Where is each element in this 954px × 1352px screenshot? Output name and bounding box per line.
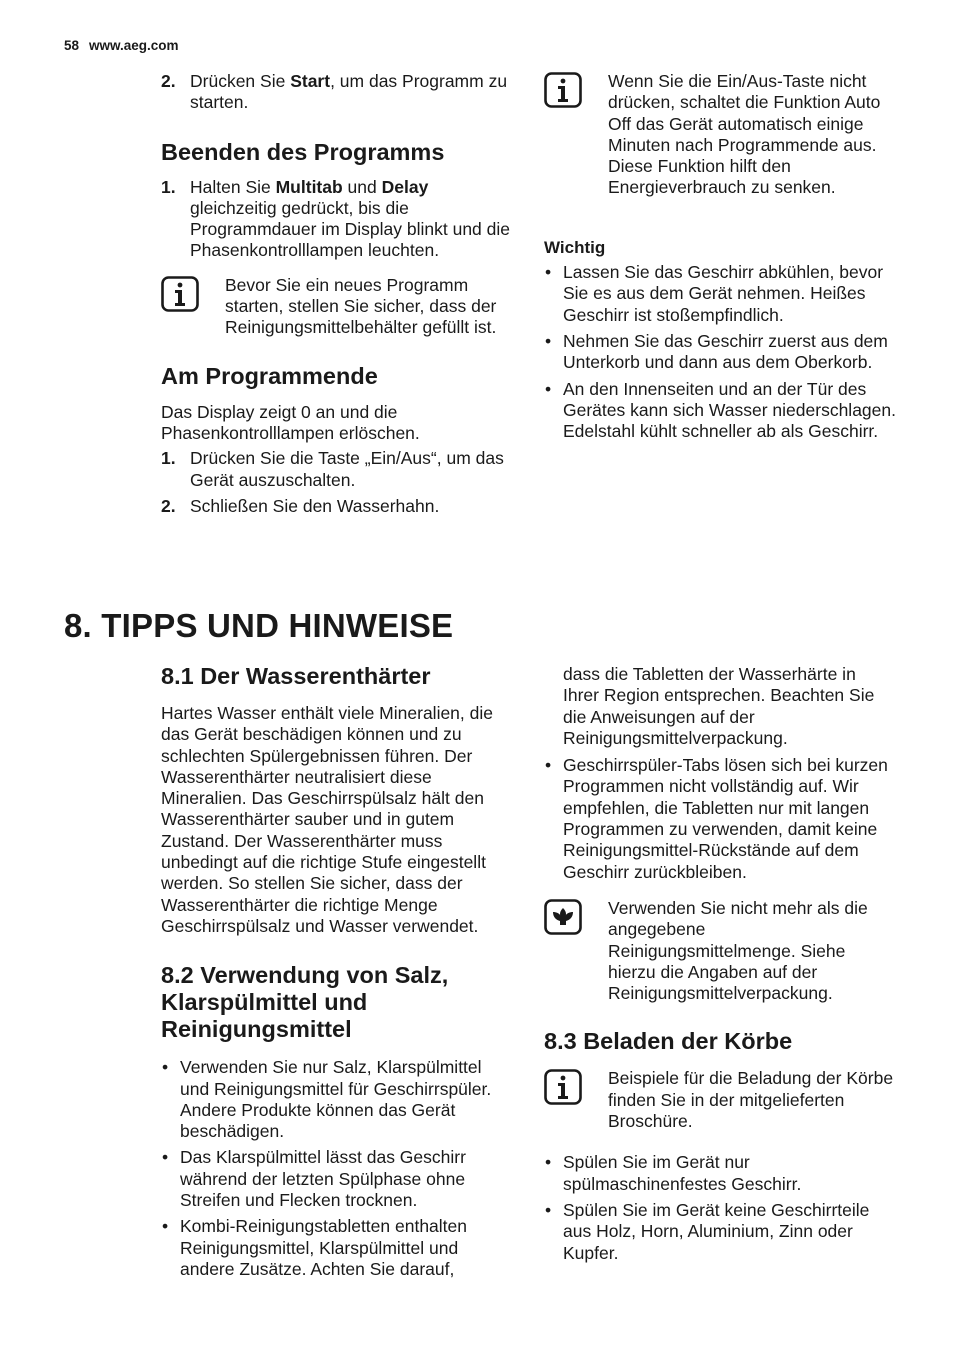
section-title: Beladen der Körbe	[583, 1028, 793, 1055]
koerbe-list	[544, 1152, 896, 1263]
section-number: 8.1	[161, 663, 194, 689]
step-number: 1.	[161, 448, 176, 469]
salz-list	[161, 1057, 513, 1280]
list-item-text: Spülen Sie im Gerät keine Geschirrteile aus Holz, Horn, Aluminium, Zinn oder Kupfer.	[563, 1199, 870, 1263]
list-item	[544, 1152, 896, 1195]
heading-8-3	[544, 1028, 896, 1055]
list-item-text: Das Klarspülmittel lässt das Geschirr während der letzten Spülphase ohne Streifen und Flecken trocknen.	[180, 1147, 466, 1211]
bullet: •	[545, 1152, 552, 1173]
info-note	[544, 71, 896, 199]
heading-8-2	[161, 962, 513, 1043]
section-number: 8.2	[161, 962, 194, 989]
left-bottom-column	[161, 663, 513, 1285]
page-url: www.aeg.com	[89, 38, 179, 53]
wichtig-list	[544, 262, 896, 442]
bullet: •	[545, 1199, 552, 1220]
list-item	[544, 262, 896, 326]
start-keyword: Start	[290, 71, 331, 91]
list-item	[544, 755, 896, 883]
info-note	[544, 1068, 896, 1132]
programmende-intro: Das Display zeigt 0 an und die Phasenkontrolllampen erlöschen.	[161, 401, 420, 443]
list-item-text: Lassen Sie das Geschirr abkühlen, bevor Sie es aus dem Gerät nehmen. Heißes Geschirr ist stoßempfindlich.	[563, 262, 884, 325]
info-icon	[544, 71, 582, 199]
bullet: •	[162, 1147, 169, 1168]
info-icon	[544, 1068, 582, 1132]
step-number: 2.	[161, 71, 176, 91]
heading-beenden: Beenden des Programms	[161, 138, 445, 165]
step-text: , um das Programm zu starten.	[190, 71, 508, 113]
chapter-title-text: TIPPS UND HINWEISE	[101, 607, 454, 644]
list-item	[161, 1057, 513, 1142]
programmende-step	[161, 448, 513, 491]
list-item	[544, 1200, 896, 1264]
wichtig-label: Wichtig	[544, 237, 606, 257]
heading-8-1	[161, 663, 513, 690]
note-text: Wenn Sie die Ein/Aus-Taste nicht drücken, schaltet die Funktion Auto Off das Gerät automatisch einige Minuten nach Programmende aus. Diese Funktion hilft den Energieverbrauch zu senken.	[608, 71, 881, 198]
list-item-text: Verwenden Sie nur Salz, Klarspülmittel und Reinigungsmittel für Geschirrspüler. Andere Produkte können das Gerät beschädigen.	[180, 1057, 492, 1142]
step-text: Drücken Sie	[190, 71, 291, 91]
right-top-column	[544, 71, 896, 447]
right-bottom-column	[544, 664, 896, 1269]
bullet: •	[545, 378, 552, 399]
step-text: Halten Sie	[190, 176, 276, 197]
environment-note	[544, 898, 896, 1004]
note-text: Verwenden Sie nicht mehr als die angegebene Reinigungsmittelmenge. Siehe hierzu die Angaben auf der Reinigungsmittelverpackung.	[608, 897, 868, 1004]
wasserenthaerter-body: Hartes Wasser enthält viele Mineralien, die das Gerät beschädigen können und zu schlechten Spülergebnissen führen. Der Wasserenthärter neutralisiert diese Mineralien. Das Geschirrspülsalz hält den Wasserenthärter sauber und in gutem Zustand. Der Wasserenthärter muss unbedingt auf die richtige Stufe eingestellt werden. So stellen Sie sicher, dass der Wasserenthärter die richtige Menge Geschirrspülsalz und Wasser verwendet.	[161, 703, 493, 936]
info-note	[161, 275, 513, 339]
note-text: Beispiele für die Beladung der Körbe finden Sie in der mitgelieferten Broschüre.	[608, 1068, 894, 1132]
bullet: •	[545, 330, 552, 351]
step-text: Drücken Sie die Taste „Ein/Aus“, um das Gerät auszuschalten.	[190, 448, 504, 490]
step-text: gleichzeitig gedrückt, bis die Programmdauer im Display blinkt und die Phasenkontrolllampen leuchten.	[190, 197, 510, 261]
chapter-title	[64, 607, 453, 645]
bullet: •	[162, 1057, 169, 1078]
section-title: Verwendung von Salz, Klarspülmittel und Reinigungsmittel	[161, 962, 449, 1043]
left-top-column	[161, 71, 513, 517]
list-item	[161, 1216, 513, 1280]
delay-keyword: Delay	[381, 176, 429, 197]
info-icon	[161, 275, 199, 339]
start-step	[161, 71, 513, 114]
list-item-text: An den Innenseiten und an der Tür des Gerätes kann sich Wasser niederschlagen. Edelstahl kühlt schneller ab als Geschirr.	[563, 378, 896, 442]
page-number: 58	[64, 38, 80, 53]
programmende-step	[161, 496, 513, 517]
beenden-step	[161, 177, 513, 262]
bullet: •	[162, 1216, 169, 1237]
step-text: und	[342, 176, 382, 197]
note-text: Bevor Sie ein neues Programm starten, stellen Sie sicher, dass der Reinigungsmittelbehälter gefüllt ist.	[225, 274, 497, 338]
list-item	[544, 331, 896, 374]
list-item-text: Spülen Sie im Gerät nur spülmaschinenfestes Geschirr.	[563, 1152, 802, 1194]
list-item	[161, 1147, 513, 1211]
step-text: Schließen Sie den Wasserhahn.	[190, 495, 440, 516]
section-number: 8.3	[544, 1028, 577, 1055]
environment-icon	[544, 898, 582, 1004]
bullet: •	[545, 262, 552, 283]
list-item-text: Kombi-Reinigungstabletten enthalten Reinigungsmittel, Klarspülmittel und andere Zusätze. Achten Sie darauf,	[180, 1216, 467, 1279]
list-item-text: Nehmen Sie das Geschirr zuerst aus dem Unterkorb und dann aus dem Oberkorb.	[563, 330, 888, 373]
page-header	[64, 38, 179, 54]
step-number: 2.	[161, 495, 176, 516]
heading-programmende: Am Programmende	[161, 362, 378, 389]
list-item-text: Geschirrspüler-Tabs lösen sich bei kurzen Programmen nicht vollständig auf. Wir empfehlen, die Tabletten nur mit langen Programmen zu verwenden, damit keine Reinigungsmittel-Rückstände auf dem Geschirr zurückbleiben.	[563, 755, 888, 882]
list-item	[544, 379, 896, 443]
bullet: •	[545, 755, 552, 776]
multitab-keyword: Multitab	[275, 176, 343, 197]
step-number: 1.	[161, 176, 176, 197]
section-title: Der Wasserenthärter	[200, 663, 431, 689]
list-continuation: dass die Tabletten der Wasserhärte in Ihrer Region entsprechen. Beachten Sie die Anweisungen auf der Reinigungsmittelverpackung.	[563, 664, 875, 748]
chapter-number: 8.	[64, 607, 92, 644]
